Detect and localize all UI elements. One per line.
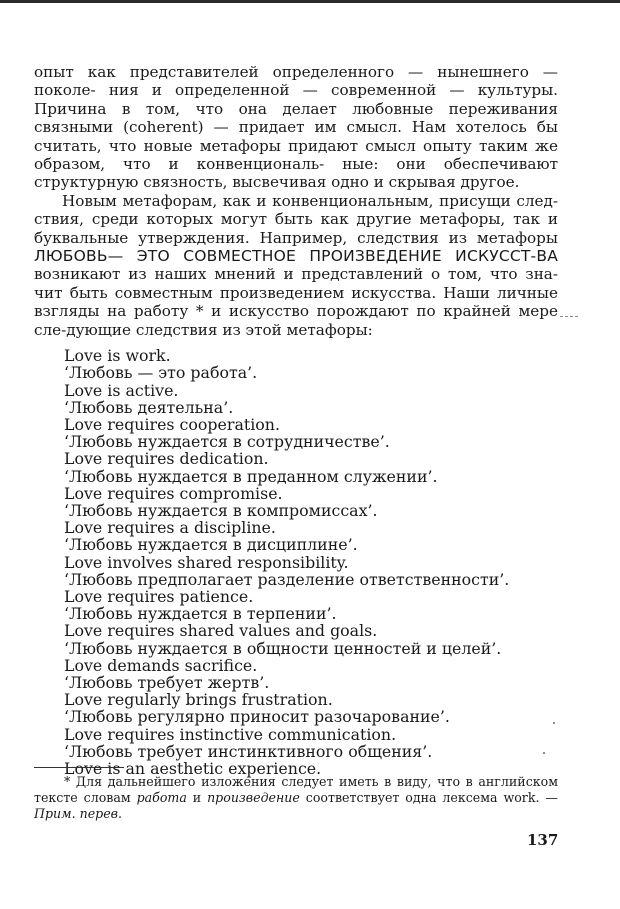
- margin-mark: [560, 316, 578, 317]
- paragraph-1-line-7: и скрывая другое.: [373, 173, 520, 192]
- list-item: ‘Любовь нуждается в общности ценностей и целей’.: [64, 638, 502, 658]
- page-top-edge: [0, 0, 620, 3]
- footnote-part-1: * Для дальнейшего изложения следует иметь в виду, что в английском тексте словам: [34, 774, 558, 805]
- list-item: Love is an aesthetic experience.: [64, 758, 322, 778]
- footnote-note: Прим. перев.: [34, 806, 123, 821]
- list-item: ‘Любовь нуждается в сотрудничестве’.: [64, 432, 390, 452]
- list-item: ‘Любовь требует инстинктивного общения’.: [64, 741, 433, 761]
- list-item: ‘Любовь нуждается в преданном служении’.: [64, 466, 438, 486]
- list-item: Love requires instinctive communication.: [64, 724, 397, 744]
- footnote-term-2: произведение: [207, 790, 300, 805]
- paragraph-2-intro: Новым метафорам, как и конвенциональным, присущи след-ствия, среди которых могут быть как другие метафоры, так и буквальные утверждения. Например, следствия из метафоры: [34, 191, 558, 247]
- list-item: Love requires a discipline.: [64, 518, 276, 538]
- list-item: ‘Любовь предполагает разделение ответственности’.: [64, 569, 510, 589]
- paragraph-1-line-4: придает им смысл. Нам хотелось бы считать, что новые метафоры: [34, 118, 558, 155]
- main-text: [34, 63, 558, 777]
- list-item: ‘Любовь требует жертв’.: [64, 672, 270, 692]
- paragraph-1-line-3: что она делает любовные переживания связными (coherent) —: [34, 99, 558, 137]
- list-item: ‘Любовь нуждается в компромиссах’.: [64, 500, 378, 520]
- list-item: Love is work.: [64, 346, 171, 366]
- scan-speck: [553, 722, 555, 724]
- footnote-term-1: работа: [136, 790, 187, 805]
- paragraph-1-line-5: придают смысл опыту таким же образом, что и конвенциональ-: [34, 136, 559, 174]
- page-number: 137: [527, 831, 559, 849]
- list-item: ‘Любовь регулярно приносит разочарование’.: [64, 707, 450, 727]
- metaphor-name: ЛЮБОВЬ— ЭТО СОВМЕСТНОЕ ПРОИЗВЕДЕНИЕ ИСКУССТ-ВА: [34, 247, 558, 266]
- list-item: ‘Любовь нуждается в терпении’.: [64, 604, 337, 624]
- paragraph-1-line-2: ния и определенной — современной — культуры. Причина в том,: [34, 81, 559, 118]
- list-item: Love is active.: [64, 380, 179, 400]
- footnote: [34, 774, 558, 822]
- paragraph-2-after: возникают из наших мнений и представлений о том, что зна-чит быть совместным произведением искусства. Наши личные взгляды на работу * и искусство порождают по крайней мере сле-дующие следствия из этой метафоры:: [34, 265, 558, 339]
- paragraph-1: [34, 63, 558, 192]
- list-item: Love requires dedication.: [64, 449, 269, 469]
- list-item: Love requires patience.: [64, 586, 254, 606]
- list-item: ‘Любовь деятельна’.: [64, 397, 234, 417]
- entailment-list: [34, 347, 558, 777]
- list-item: Love regularly brings frustration.: [64, 690, 333, 710]
- list-item: Love requires compromise.: [64, 483, 283, 503]
- footnote-text: [34, 774, 558, 822]
- footnote-part-2: соответствует одна лексема work. —: [305, 790, 558, 805]
- list-item: ‘Любовь нуждается в дисциплине’.: [64, 535, 358, 555]
- footnote-divider: [34, 767, 124, 768]
- list-item: Love requires shared values and goals.: [64, 621, 378, 641]
- scan-speck: [543, 752, 545, 754]
- paragraph-1-line-1: опыт как представителей определенного — нынешнего — поколе-: [34, 63, 558, 100]
- list-item: Love demands sacrifice.: [64, 655, 258, 675]
- paragraph-1-line-6: ные: они обеспечивают структурную связность, высвечивая одно: [34, 155, 558, 192]
- footnote-conj: и: [192, 790, 202, 805]
- paragraph-2: [34, 192, 558, 339]
- list-item: ‘Любовь — это работа’.: [64, 363, 258, 383]
- list-item: Love requires cooperation.: [64, 414, 280, 434]
- list-item: Love involves shared responsibility.: [64, 552, 349, 572]
